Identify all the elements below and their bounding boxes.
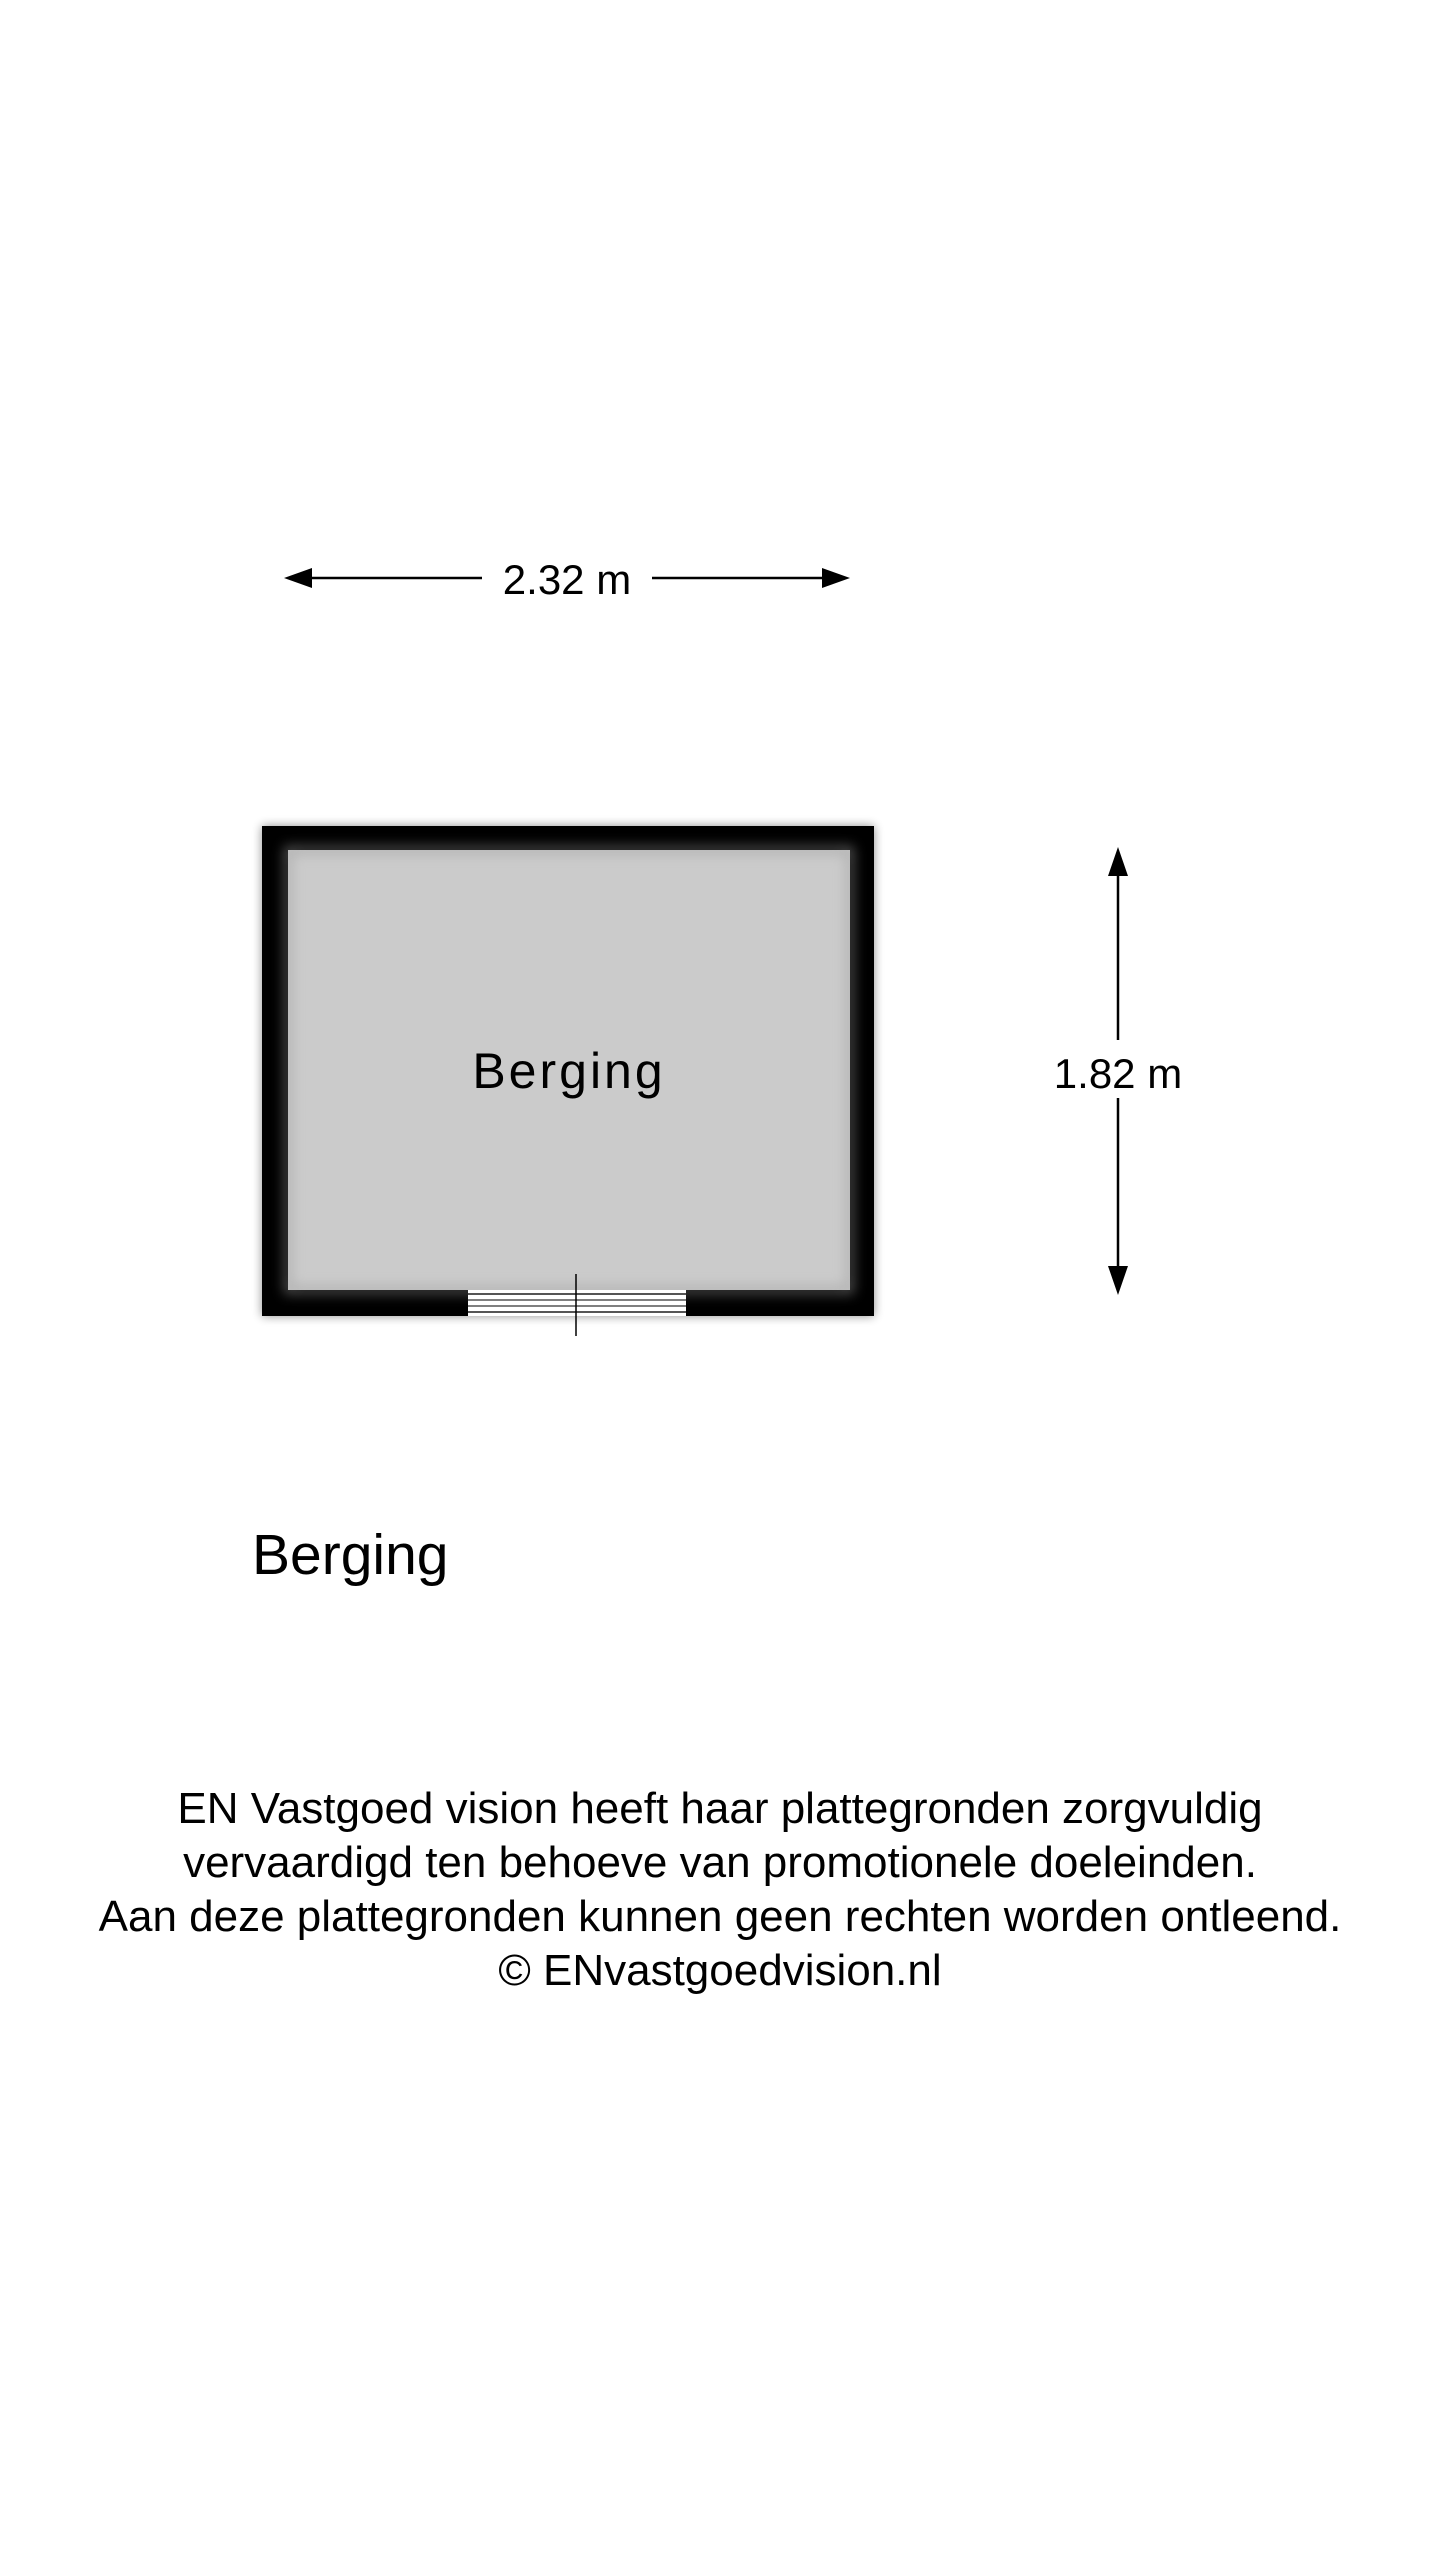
arrow-up-icon	[1108, 847, 1128, 876]
floor-title: Berging	[252, 1523, 449, 1587]
width-dimension-label: 2.32 m	[502, 556, 632, 603]
arrow-right-icon	[822, 568, 850, 588]
disclaimer-line: EN Vastgoed vision heeft haar plattegronden zorgvuldig	[177, 1784, 1263, 1833]
room-berging	[262, 826, 874, 1316]
disclaimer-line: © ENvastgoedvision.nl	[498, 1946, 942, 1995]
disclaimer-line: vervaardigd ten behoeve van promotionele doeleinden.	[183, 1838, 1257, 1887]
arrow-down-icon	[1108, 1266, 1128, 1295]
width-dimension	[284, 556, 850, 603]
arrow-left-icon	[284, 568, 312, 588]
height-dimension	[1054, 847, 1182, 1295]
height-dimension-label: 1.82 m	[1053, 1050, 1183, 1097]
room-label: Berging	[472, 1043, 666, 1099]
disclaimer	[0, 1782, 1440, 1998]
disclaimer-line: Aan deze plattegronden kunnen geen rechten worden ontleend.	[98, 1892, 1342, 1941]
